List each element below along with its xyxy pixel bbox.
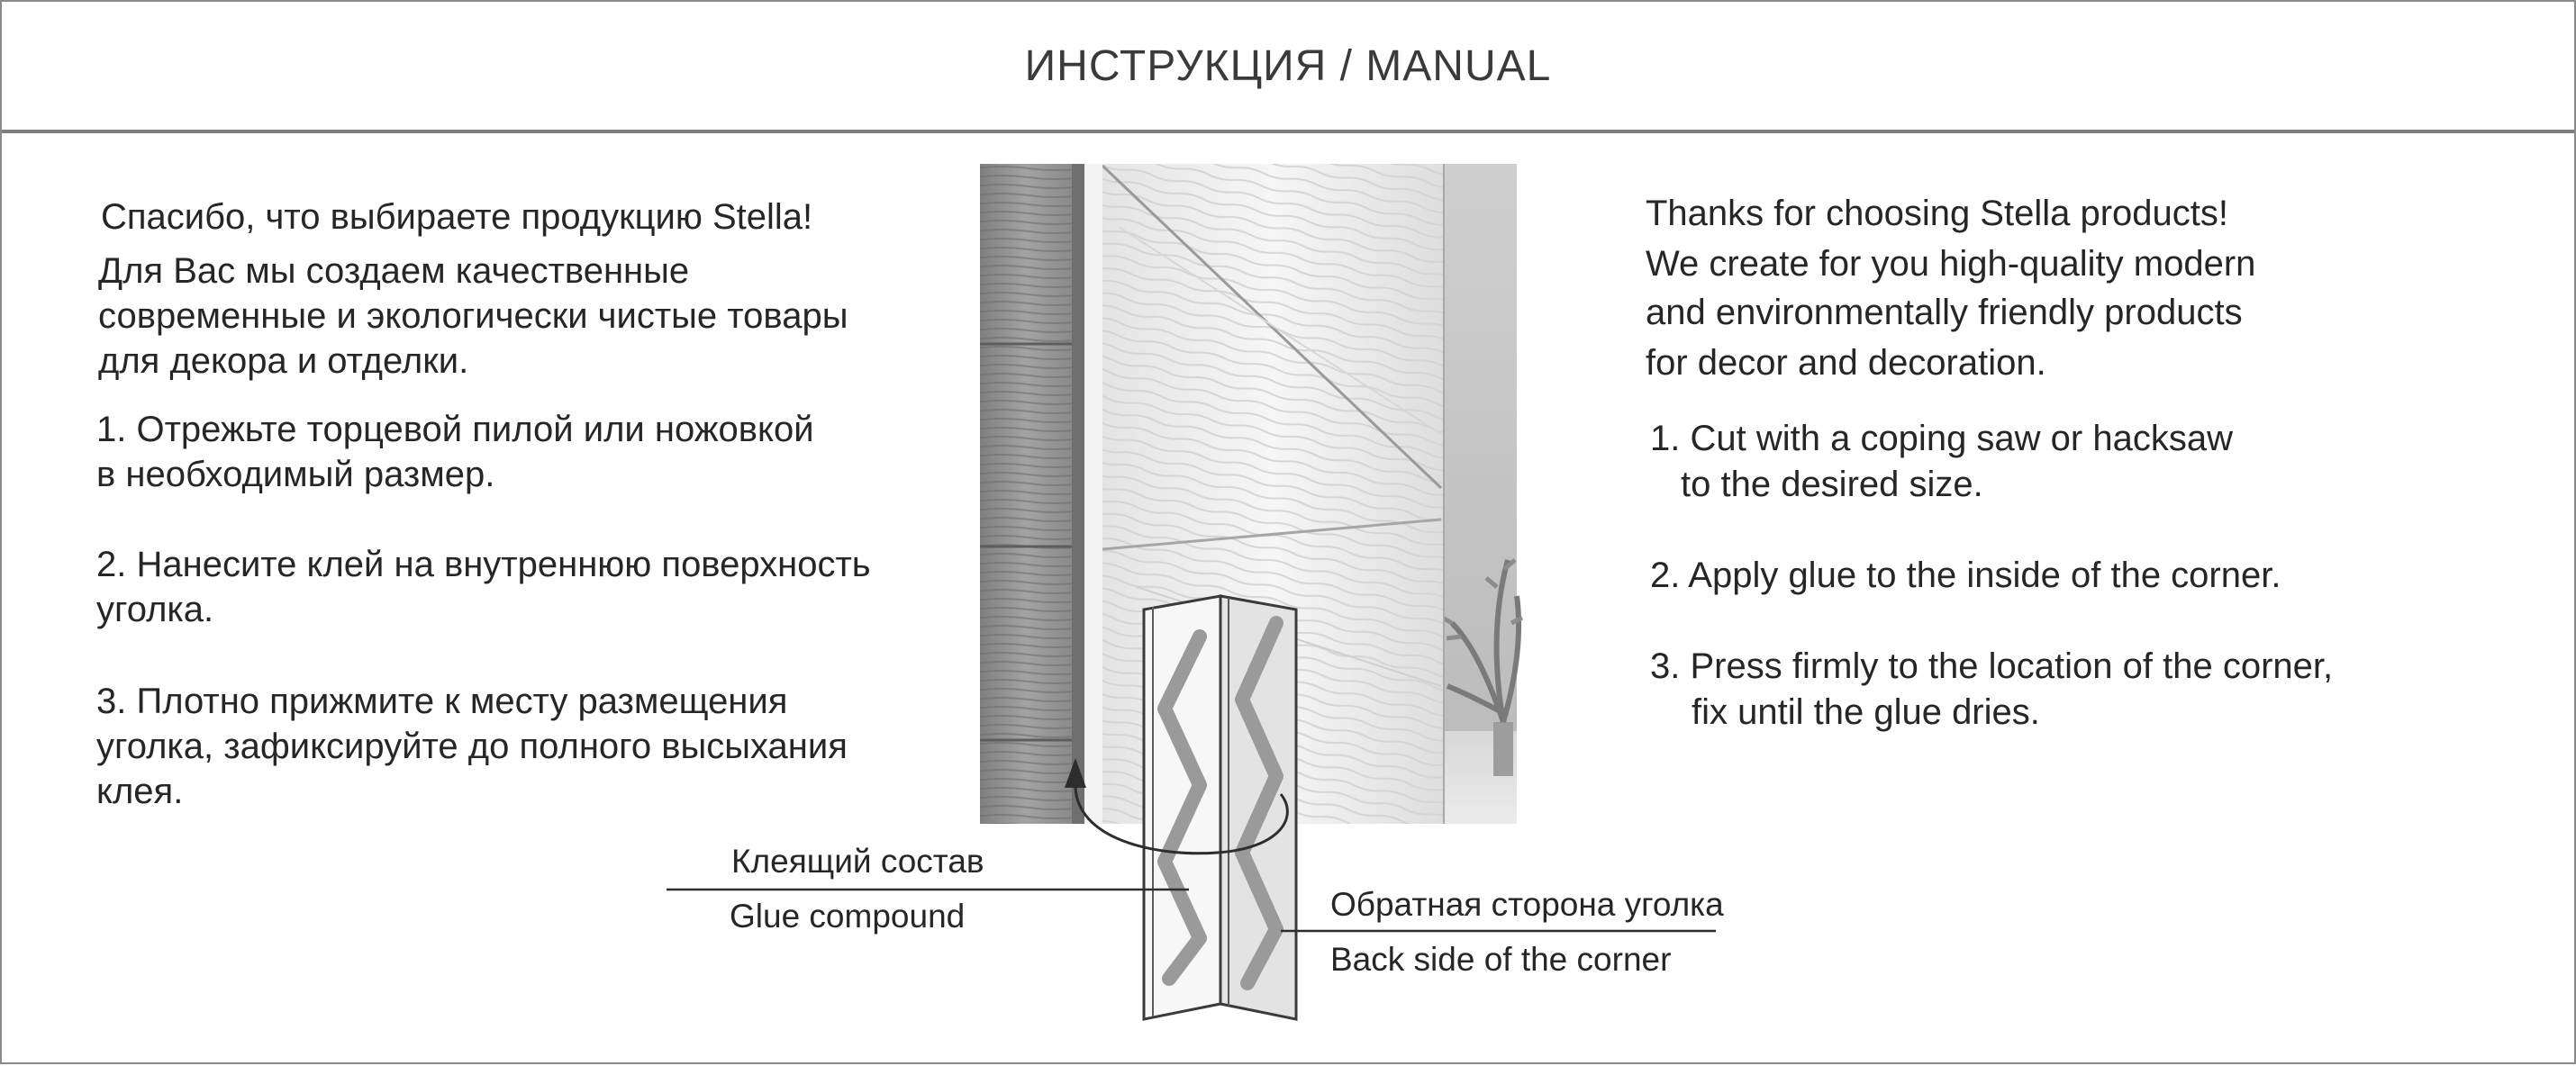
ru-step-3-line-2: уголка, зафиксируйте до полного высыхания <box>96 727 848 766</box>
ru-step-3-line-3: клея. <box>96 772 184 811</box>
ru-step-2-line-2: уголка. <box>96 590 214 629</box>
en-thanks: Thanks for choosing Stella products! <box>1646 194 2229 233</box>
ru-thanks: Спасибо, что выбираете продукцию Stella! <box>101 197 813 237</box>
en-intro-line-1: We create for you high-quality modern <box>1646 244 2256 284</box>
en-step-2-line-1: 2. Apply glue to the inside of the corner. <box>1650 556 2281 595</box>
corner-installation-illustration <box>2 2 2576 1066</box>
page-title: ИНСТРУКЦИЯ / MANUAL <box>1024 41 1552 90</box>
en-step-1-line-2: to the desired size. <box>1681 465 1983 504</box>
ru-step-1-line-1: 1. Отрежьте торцевой пилой или ножовкой <box>96 410 814 449</box>
back-label-ru: Обратная сторона уголка <box>1330 886 1724 923</box>
ru-step-2-line-1: 2. Нанесите клей на внутреннюю поверхность <box>96 545 871 584</box>
rotation-arrow-icon <box>1065 758 1287 854</box>
en-step-1-line-1: 1. Cut with a coping saw or hacksaw <box>1650 419 2233 458</box>
glue-label-en: Glue compound <box>730 898 966 935</box>
glue-label-ru: Клеящий состав <box>731 843 984 880</box>
room-photo <box>980 164 1522 824</box>
ru-step-3-line-1: 3. Плотно прижмите к месту размещения <box>96 682 788 721</box>
glue-stripe-left <box>1165 637 1200 979</box>
plant-icon <box>1439 560 1522 776</box>
en-step-3-line-2: fix until the glue dries. <box>1692 692 2040 732</box>
ru-intro-line-3: для декора и отделки. <box>98 341 469 381</box>
ru-step-1-line-2: в необходимый размер. <box>96 455 495 494</box>
en-intro-line-2: and environmentally friendly products <box>1646 293 2243 332</box>
back-label-en: Back side of the corner <box>1330 941 1672 978</box>
header <box>2 2 2574 130</box>
glue-stripe-right <box>1242 623 1276 983</box>
ru-intro-line-2: современные и экологически чистые товары <box>98 296 848 336</box>
en-step-3-line-1: 3. Press firmly to the location of the corner, <box>1650 646 2334 686</box>
en-intro-line-3: for decor and decoration. <box>1646 343 2046 383</box>
corner-profile <box>1144 596 1296 1019</box>
ru-intro-line-1: Для Вас мы создаем качественные <box>98 251 690 291</box>
header-divider <box>2 130 2574 133</box>
